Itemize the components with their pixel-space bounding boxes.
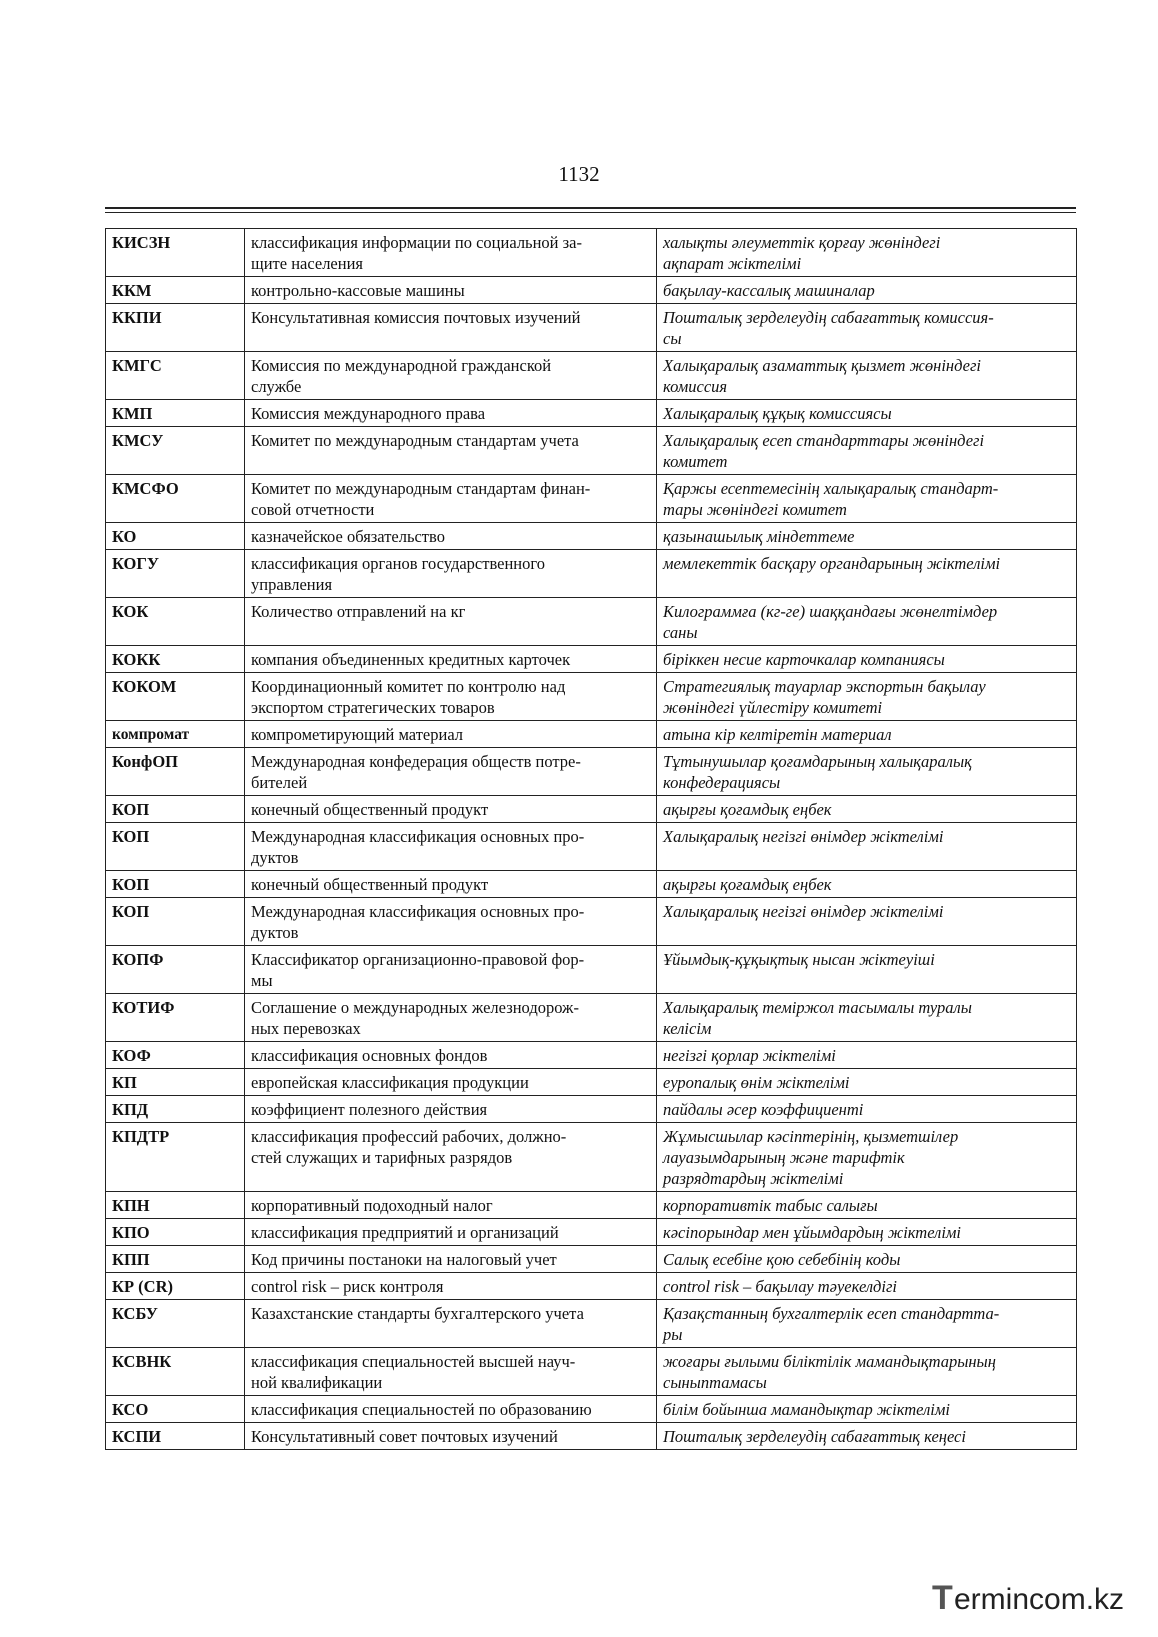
kazakh-definition-cell: Стратегиялық тауарлар экспортын бақылау жөніндегі үйлестіру комитеті	[657, 673, 1077, 721]
kazakh-definition-cell: Халықаралық негізгі өнімдер жіктелімі	[657, 823, 1077, 871]
russian-definition-cell: классификация органов государственного управления	[245, 550, 657, 598]
russian-definition-cell: классификация основных фондов	[245, 1042, 657, 1069]
kazakh-definition-cell: жоғары ғылыми біліктілік мамандықтарының сыныптамасы	[657, 1348, 1077, 1396]
russian-definition-cell: control risk – риск контроля	[245, 1273, 657, 1300]
kazakh-definition-cell: еуропалық өнім жіктелімі	[657, 1069, 1077, 1096]
kazakh-definition-cell: пайдалы әсер коэффициенті	[657, 1096, 1077, 1123]
abbreviation-cell: ККМ	[106, 277, 245, 304]
abbreviation-cell: КОПФ	[106, 946, 245, 994]
abbreviation-cell: КМГС	[106, 352, 245, 400]
russian-definition-cell: Соглашение о международных железнодорож- ных перевозках	[245, 994, 657, 1042]
table-row	[106, 523, 1077, 550]
russian-definition-cell: классификация предприятий и организаций	[245, 1219, 657, 1246]
table-row	[106, 1348, 1077, 1396]
table-row	[106, 1246, 1077, 1273]
logo-text: ermincom.kz	[954, 1583, 1125, 1616]
russian-definition-cell: Консультативный совет почтовых изучений	[245, 1423, 657, 1450]
russian-definition-cell: классификация информации по социальной за- щите населения	[245, 229, 657, 277]
abbreviation-cell: КОП	[106, 796, 245, 823]
table-row	[106, 304, 1077, 352]
abbreviation-cell: КПП	[106, 1246, 245, 1273]
abbreviation-cell: КОП	[106, 823, 245, 871]
logo-letter: T	[932, 1579, 953, 1617]
kazakh-definition-cell: Пошталық зерделеудің сабағаттық комиссия- сы	[657, 304, 1077, 352]
termincom-logo	[928, 1575, 1128, 1619]
kazakh-definition-cell: білім бойынша мамандықтар жіктелімі	[657, 1396, 1077, 1423]
table-row	[106, 748, 1077, 796]
table-row	[106, 400, 1077, 427]
russian-definition-cell: Количество отправлений на кг	[245, 598, 657, 646]
table-row	[106, 871, 1077, 898]
kazakh-definition-cell: Пошталық зерделеудің сабағаттық кеңесі	[657, 1423, 1077, 1450]
abbreviation-cell: КО	[106, 523, 245, 550]
table-row	[106, 598, 1077, 646]
abbreviation-cell: КМСФО	[106, 475, 245, 523]
russian-definition-cell: Казахстанские стандарты бухгалтерского учета	[245, 1300, 657, 1348]
russian-definition-cell: Координационный комитет по контролю над экспортом стратегических товаров	[245, 673, 657, 721]
abbreviation-cell: КонфОП	[106, 748, 245, 796]
kazakh-definition-cell: Тұтынушылар қоғамдарының халықаралық конфедерациясы	[657, 748, 1077, 796]
russian-definition-cell: Комиссия международного права	[245, 400, 657, 427]
russian-definition-cell: коэффициент полезного действия	[245, 1096, 657, 1123]
russian-definition-cell: Международная классификация основных про- дуктов	[245, 898, 657, 946]
kazakh-definition-cell: қазынашылық міндеттеме	[657, 523, 1077, 550]
russian-definition-cell: контрольно-кассовые машины	[245, 277, 657, 304]
russian-definition-cell: классификация профессий рабочих, должно- стей служащих и тарифных разрядов	[245, 1123, 657, 1192]
kazakh-definition-cell: Ұйымдық-құқықтық нысан жіктеуіші	[657, 946, 1077, 994]
russian-definition-cell: Комиссия по международной гражданской службе	[245, 352, 657, 400]
kazakh-definition-cell: мемлекеттік басқару органдарының жіктелімі	[657, 550, 1077, 598]
table-row	[106, 427, 1077, 475]
abbreviation-cell: КСБУ	[106, 1300, 245, 1348]
russian-definition-cell: компания объединенных кредитных карточек	[245, 646, 657, 673]
table-row	[106, 946, 1077, 994]
abbreviation-cell: КИСЗН	[106, 229, 245, 277]
table-row	[106, 1096, 1077, 1123]
table-row	[106, 673, 1077, 721]
abbreviation-cell: КОКК	[106, 646, 245, 673]
kazakh-definition-cell: Жұмысшылар кәсіптерінің, қызметшілер лауазымдарының және тарифтік разрядтардың жіктелімі	[657, 1123, 1077, 1192]
abbreviation-cell: КПО	[106, 1219, 245, 1246]
table-row	[106, 646, 1077, 673]
table-row	[106, 1192, 1077, 1219]
table-row	[106, 994, 1077, 1042]
abbreviation-cell: компромат	[106, 721, 245, 748]
kazakh-definition-cell: Килограммға (кг-ге) шаққандағы жөнелтімдер саны	[657, 598, 1077, 646]
table-row	[106, 550, 1077, 598]
abbreviation-cell: КПД	[106, 1096, 245, 1123]
table-row	[106, 823, 1077, 871]
abbreviation-table	[105, 228, 1077, 1450]
abbreviation-cell: КОП	[106, 871, 245, 898]
russian-definition-cell: конечный общественный продукт	[245, 796, 657, 823]
kazakh-definition-cell: атына кір келтіретін материал	[657, 721, 1077, 748]
table-row	[106, 475, 1077, 523]
abbreviation-table-body	[106, 229, 1077, 1450]
kazakh-definition-cell: халықты әлеуметтік қорғау жөніндегі ақпарат жіктелімі	[657, 229, 1077, 277]
table-row	[106, 898, 1077, 946]
abbreviation-cell: КПДТР	[106, 1123, 245, 1192]
russian-definition-cell: европейская классификация продукции	[245, 1069, 657, 1096]
abbreviation-cell: КМП	[106, 400, 245, 427]
table-row	[106, 277, 1077, 304]
kazakh-definition-cell: Халықаралық негізгі өнімдер жіктелімі	[657, 898, 1077, 946]
abbreviation-cell: ККПИ	[106, 304, 245, 352]
kazakh-definition-cell: негізгі қорлар жіктелімі	[657, 1042, 1077, 1069]
table-row	[106, 1219, 1077, 1246]
page-number: 1132	[558, 162, 600, 186]
abbreviation-cell: КПН	[106, 1192, 245, 1219]
abbreviation-cell: КОК	[106, 598, 245, 646]
kazakh-definition-cell: Қазақстанның бухгалтерлік есеп стандартта- ры	[657, 1300, 1077, 1348]
table-row	[106, 352, 1077, 400]
russian-definition-cell: Международная конфедерация обществ потре- бителей	[245, 748, 657, 796]
abbreviation-cell: КОФ	[106, 1042, 245, 1069]
kazakh-definition-cell: ақырғы қоғамдық еңбек	[657, 871, 1077, 898]
table-row	[106, 1423, 1077, 1450]
abbreviation-cell: КП	[106, 1069, 245, 1096]
abbreviation-cell: КОП	[106, 898, 245, 946]
russian-definition-cell: Консультативная комиссия почтовых изучений	[245, 304, 657, 352]
table-row	[106, 1069, 1077, 1096]
kazakh-definition-cell: корпоративтік табыс салығы	[657, 1192, 1077, 1219]
abbreviation-cell: КСПИ	[106, 1423, 245, 1450]
table-row	[106, 229, 1077, 277]
kazakh-definition-cell: Қаржы есептемесінің халықаралық стандарт- тары жөніндегі комитет	[657, 475, 1077, 523]
abbreviation-cell: КОКОМ	[106, 673, 245, 721]
kazakh-definition-cell: Халықаралық құқық комиссиясы	[657, 400, 1077, 427]
kazakh-definition-cell: біріккен несие карточкалар компаниясы	[657, 646, 1077, 673]
kazakh-definition-cell: Халықаралық азаматтық қызмет жөніндегі комиссия	[657, 352, 1077, 400]
kazakh-definition-cell: Салық есебіне қою себебінің коды	[657, 1246, 1077, 1273]
abbreviation-cell: КОТИФ	[106, 994, 245, 1042]
russian-definition-cell: компрометирующий материал	[245, 721, 657, 748]
abbreviation-cell: КР (CR)	[106, 1273, 245, 1300]
table-row	[106, 1396, 1077, 1423]
russian-definition-cell: корпоративный подоходный налог	[245, 1192, 657, 1219]
table-row	[106, 796, 1077, 823]
table-row	[106, 1042, 1077, 1069]
kazakh-definition-cell: ақырғы қоғамдық еңбек	[657, 796, 1077, 823]
russian-definition-cell: казначейское обязательство	[245, 523, 657, 550]
kazakh-definition-cell: кәсіпорындар мен ұйымдардың жіктелімі	[657, 1219, 1077, 1246]
abbreviation-cell: КМСУ	[106, 427, 245, 475]
russian-definition-cell: конечный общественный продукт	[245, 871, 657, 898]
header-rule	[105, 207, 1076, 209]
abbreviation-cell: КСВНК	[106, 1348, 245, 1396]
abbreviation-cell: КОГУ	[106, 550, 245, 598]
russian-definition-cell: классификация специальностей высшей науч- ной квалификации	[245, 1348, 657, 1396]
russian-definition-cell: Комитет по международным стандартам финан- совой отчетности	[245, 475, 657, 523]
kazakh-definition-cell: бақылау-кассалық машиналар	[657, 277, 1077, 304]
table-row	[106, 721, 1077, 748]
table-row	[106, 1123, 1077, 1192]
russian-definition-cell: Международная классификация основных про- дуктов	[245, 823, 657, 871]
russian-definition-cell: Код причины постаноки на налоговый учет	[245, 1246, 657, 1273]
russian-definition-cell: классификация специальностей по образованию	[245, 1396, 657, 1423]
header-rule-thin	[105, 212, 1076, 213]
kazakh-definition-cell: Халықаралық есеп стандарттары жөніндегі комитет	[657, 427, 1077, 475]
table-row	[106, 1273, 1077, 1300]
kazakh-definition-cell: control risk – бақылау тәуекелдігі	[657, 1273, 1077, 1300]
abbreviation-cell: КСО	[106, 1396, 245, 1423]
table-row	[106, 1300, 1077, 1348]
russian-definition-cell: Классификатор организационно-правовой фор- мы	[245, 946, 657, 994]
kazakh-definition-cell: Халықаралық теміржол тасымалы туралы келісім	[657, 994, 1077, 1042]
russian-definition-cell: Комитет по международным стандартам учета	[245, 427, 657, 475]
